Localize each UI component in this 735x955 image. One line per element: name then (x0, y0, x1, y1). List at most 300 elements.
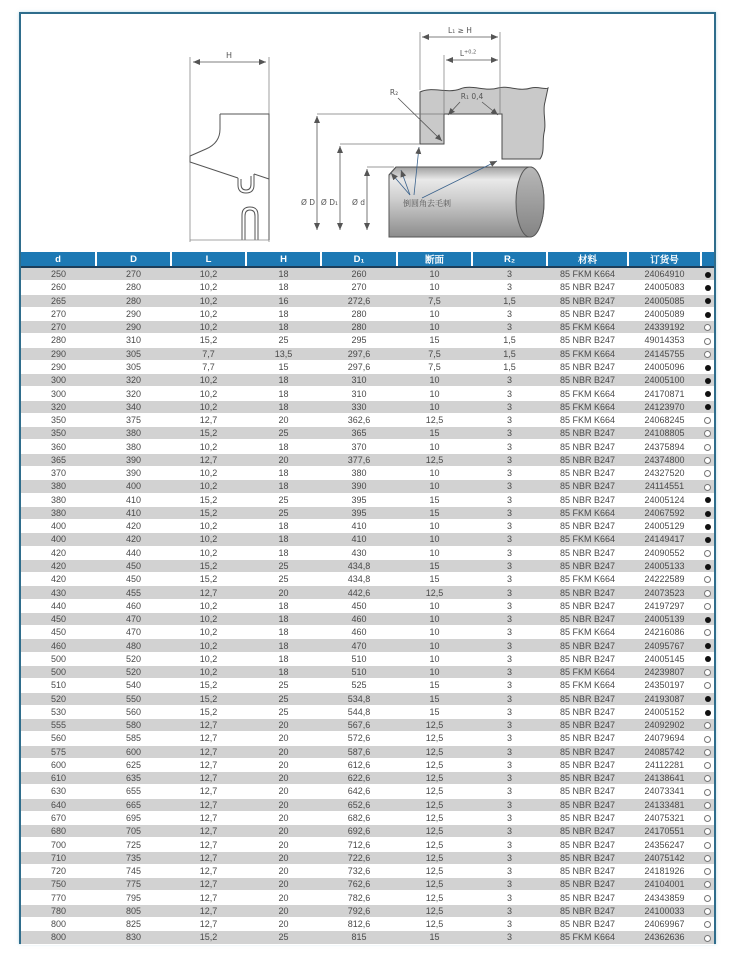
cell-material: 85 NBR B247 (559, 481, 616, 492)
cell-R2: 3 (506, 919, 512, 930)
table-row (21, 493, 714, 506)
cell-H: 25 (278, 706, 289, 717)
cell-D1: 410 (351, 534, 367, 545)
cell-availability (701, 811, 714, 824)
cell-d: 420 (50, 574, 67, 585)
cell-section: 15 (429, 680, 440, 691)
availability-dot-open (704, 470, 711, 477)
cell-availability (701, 506, 714, 519)
cell-order-no: 24075142 (644, 852, 685, 863)
cell-D1: 460 (351, 614, 367, 625)
cell-order-no: 24356247 (644, 839, 685, 850)
cell-R2: 3 (506, 441, 512, 452)
cell-material: 85 FKM K664 (559, 269, 616, 280)
cell-order-no: 24197297 (644, 600, 685, 611)
cell-availability (701, 453, 714, 466)
cell-L: 10,2 (199, 375, 218, 386)
cell-D1: 525 (351, 680, 367, 691)
cell-material: 85 NBR B247 (559, 866, 616, 877)
availability-dot-filled (705, 312, 711, 318)
cell-d: 450 (50, 627, 67, 638)
cell-R2: 3 (506, 308, 512, 319)
cell-availability (701, 719, 714, 732)
cell-R2: 3 (506, 428, 512, 439)
cell-D1: 460 (351, 627, 367, 638)
cell-H: 25 (278, 335, 289, 346)
cell-D1: 280 (351, 308, 367, 319)
cell-R2: 3 (506, 269, 512, 280)
availability-dot-open (704, 576, 711, 583)
cell-availability (701, 413, 714, 426)
availability-dot-filled (705, 617, 711, 623)
technical-diagram (21, 14, 714, 252)
cell-order-no: 24343859 (644, 892, 685, 903)
availability-dot-open (704, 802, 711, 809)
cell-D: 705 (125, 826, 142, 837)
cell-material: 85 NBR B247 (559, 295, 616, 306)
cell-material: 85 NBR B247 (559, 600, 616, 611)
cell-material: 85 NBR B247 (559, 773, 616, 784)
availability-dot-filled (705, 511, 711, 517)
cell-H: 20 (278, 866, 289, 877)
cell-order-no: 24079694 (644, 733, 685, 744)
cell-material: 85 NBR B247 (559, 521, 616, 532)
table-row (21, 599, 714, 612)
cell-availability (701, 705, 714, 718)
table-row (21, 347, 714, 360)
cell-d: 520 (50, 693, 67, 704)
cell-R2: 1,5 (503, 295, 516, 306)
cell-availability (701, 440, 714, 453)
table-row (21, 772, 714, 785)
cell-order-no: 24069967 (644, 919, 685, 930)
cell-D1: 815 (351, 932, 367, 943)
cell-D1: 260 (351, 269, 367, 280)
table-row (21, 825, 714, 838)
availability-dot-open (704, 908, 711, 915)
cell-material: 85 NBR B247 (559, 441, 616, 452)
cell-D1: 782,6 (347, 892, 371, 903)
cell-availability (701, 360, 714, 373)
cell-D1: 370 (351, 441, 367, 452)
table-row (21, 679, 714, 692)
table-row (21, 758, 714, 771)
cell-L: 10,2 (199, 640, 218, 651)
table-row (21, 798, 714, 811)
cell-D1: 712,6 (347, 839, 371, 850)
cell-H: 18 (278, 468, 289, 479)
cell-D: 540 (125, 680, 142, 691)
cell-section: 10 (429, 269, 440, 280)
cell-d: 560 (50, 733, 67, 744)
cell-H: 18 (278, 640, 289, 651)
cell-material: 85 FKM K664 (559, 574, 616, 585)
availability-dot-open (704, 762, 711, 769)
cell-D: 695 (125, 813, 142, 824)
cell-D: 455 (125, 587, 142, 598)
cell-section: 10 (429, 468, 440, 479)
cell-section: 12,5 (425, 826, 444, 837)
cell-availability (701, 652, 714, 665)
cell-section: 15 (429, 932, 440, 943)
cell-R2: 3 (506, 282, 512, 293)
table-row (21, 612, 714, 625)
cell-availability (701, 334, 714, 347)
cell-availability (701, 692, 714, 705)
cell-availability (701, 851, 714, 864)
shaft-end-face (516, 167, 544, 237)
cell-material: 85 NBR B247 (559, 468, 616, 479)
cell-section: 7,5 (428, 348, 441, 359)
availability-dot-open (704, 550, 711, 557)
cell-L: 10,2 (199, 667, 218, 678)
cell-H: 15 (278, 361, 289, 372)
cell-order-no: 24170551 (644, 826, 685, 837)
cell-order-no: 24073523 (644, 587, 685, 598)
cell-R2: 3 (506, 932, 512, 943)
availability-dot-open (704, 590, 711, 597)
cell-R2: 3 (506, 507, 512, 518)
cell-R2: 3 (506, 415, 512, 426)
cell-R2: 3 (506, 494, 512, 505)
cell-availability (701, 825, 714, 838)
cell-d: 350 (50, 415, 67, 426)
cell-d: 500 (50, 667, 67, 678)
availability-dot-open (704, 430, 711, 437)
cell-D1: 365 (351, 428, 367, 439)
cell-order-no: 24170871 (644, 388, 685, 399)
cell-section: 7,5 (428, 361, 441, 372)
cell-availability (701, 374, 714, 387)
cell-availability (701, 586, 714, 599)
cell-L: 12,7 (199, 720, 218, 731)
cell-L: 12,7 (199, 786, 218, 797)
cell-L: 12,7 (199, 415, 218, 426)
availability-dot-filled (705, 643, 711, 649)
table-row (21, 466, 714, 479)
availability-dot-open (704, 351, 711, 358)
table-row (21, 652, 714, 665)
availability-dot-filled (705, 537, 711, 543)
cell-d: 440 (50, 600, 67, 611)
table-row (21, 400, 714, 413)
table-row (21, 864, 714, 877)
cell-H: 20 (278, 773, 289, 784)
cell-d: 370 (50, 468, 67, 479)
cell-D: 290 (125, 322, 142, 333)
cell-d: 800 (50, 932, 67, 943)
cell-order-no: 24067592 (644, 507, 685, 518)
cell-availability (701, 520, 714, 533)
column-header-D1: D₁ (321, 252, 397, 267)
cell-L: 10,2 (199, 521, 218, 532)
seal-profile-figure (190, 57, 269, 242)
cell-D: 280 (125, 295, 142, 306)
cell-availability (701, 745, 714, 758)
cell-R2: 3 (506, 799, 512, 810)
cell-material: 85 NBR B247 (559, 813, 616, 824)
column-header-order-no: 订货号 (628, 252, 701, 267)
cell-material: 85 FKM K664 (559, 534, 616, 545)
cell-order-no: 24362636 (644, 932, 685, 943)
table-row (21, 838, 714, 851)
cell-D: 460 (125, 600, 142, 611)
cell-H: 20 (278, 415, 289, 426)
cell-d: 380 (50, 494, 67, 505)
cell-material: 85 FKM K664 (559, 667, 616, 678)
cell-section: 12,5 (425, 852, 444, 863)
cell-D1: 270 (351, 282, 367, 293)
table-row (21, 811, 714, 824)
cell-material: 85 NBR B247 (559, 905, 616, 916)
cell-D1: 510 (351, 653, 367, 664)
cell-D: 520 (125, 653, 142, 664)
cell-D1: 297,6 (347, 361, 371, 372)
cell-availability (701, 891, 714, 904)
cell-H: 18 (278, 322, 289, 333)
cell-D: 735 (125, 852, 142, 863)
cell-section: 12,5 (425, 759, 444, 770)
cell-order-no: 24075321 (644, 813, 685, 824)
cell-availability (701, 626, 714, 639)
availability-dot-filled (705, 696, 711, 702)
table-row (21, 785, 714, 798)
availability-dot-filled (705, 404, 711, 410)
housing-section (420, 87, 548, 159)
cell-H: 20 (278, 720, 289, 731)
cell-section: 12,5 (425, 879, 444, 890)
cell-d: 670 (50, 813, 67, 824)
availability-dot-filled (705, 272, 711, 278)
cell-availability (701, 918, 714, 931)
cell-D1: 390 (351, 481, 367, 492)
cell-H: 20 (278, 813, 289, 824)
cell-availability (701, 798, 714, 811)
availability-dot-filled (705, 391, 711, 397)
availability-dot-open (704, 881, 711, 888)
cell-D: 795 (125, 892, 142, 903)
table-row (21, 506, 714, 519)
cell-material: 85 NBR B247 (559, 693, 616, 704)
cell-order-no: 49014353 (644, 335, 685, 346)
table-row (21, 453, 714, 466)
cell-D: 270 (125, 269, 142, 280)
cell-material: 85 NBR B247 (559, 786, 616, 797)
cell-section: 15 (429, 574, 440, 585)
cell-d: 380 (50, 481, 67, 492)
cell-order-no: 24222589 (644, 574, 685, 585)
cell-R2: 3 (506, 879, 512, 890)
table-row (21, 639, 714, 652)
cell-R2: 3 (506, 468, 512, 479)
cell-order-no: 24327520 (644, 468, 685, 479)
cell-H: 25 (278, 428, 289, 439)
cell-order-no: 24005124 (644, 494, 685, 505)
cell-D: 635 (125, 773, 142, 784)
cell-L: 10,2 (199, 547, 218, 558)
cell-order-no: 24339192 (644, 322, 685, 333)
cell-d: 280 (50, 335, 67, 346)
cell-D1: 362,6 (347, 415, 371, 426)
availability-dot-open (704, 775, 711, 782)
cell-material: 85 FKM K664 (559, 507, 616, 518)
cell-L: 10,2 (199, 481, 218, 492)
cell-material: 85 FKM K664 (559, 348, 616, 359)
cell-section: 10 (429, 600, 440, 611)
cell-D1: 722,6 (347, 852, 371, 863)
table-row (21, 559, 714, 572)
cell-R2: 1,5 (503, 361, 516, 372)
cell-D: 665 (125, 799, 142, 810)
cell-D: 450 (125, 574, 142, 585)
cell-d: 365 (50, 454, 67, 465)
cell-order-no: 24005085 (644, 295, 685, 306)
cell-availability (701, 758, 714, 771)
cell-D: 340 (125, 401, 142, 412)
table-row (21, 878, 714, 891)
cell-section: 15 (429, 706, 440, 717)
cell-D1: 330 (351, 401, 367, 412)
column-header-L: L (171, 252, 246, 267)
cell-R2: 3 (506, 587, 512, 598)
availability-dot-filled (705, 497, 711, 503)
cell-R2: 3 (506, 733, 512, 744)
cell-section: 12,5 (425, 799, 444, 810)
cell-availability (701, 347, 714, 360)
cell-R2: 3 (506, 401, 512, 412)
table-header (21, 252, 714, 267)
cell-H: 20 (278, 746, 289, 757)
cell-section: 12,5 (425, 746, 444, 757)
cell-order-no: 24375894 (644, 441, 685, 452)
column-header-D: D (96, 252, 171, 267)
cell-H: 20 (278, 587, 289, 598)
cell-L: 10,2 (199, 627, 218, 638)
cell-R2: 3 (506, 614, 512, 625)
cell-material: 85 NBR B247 (559, 653, 616, 664)
cell-order-no: 24149417 (644, 534, 685, 545)
cell-d: 600 (50, 759, 67, 770)
cell-d: 610 (50, 773, 67, 784)
cell-d: 555 (50, 720, 67, 731)
table-row (21, 294, 714, 307)
cell-availability (701, 612, 714, 625)
availability-dot-open (704, 444, 711, 451)
cell-D: 410 (125, 494, 142, 505)
cell-D1: 762,6 (347, 879, 371, 890)
column-header-section: 断面 (397, 252, 472, 267)
cell-D1: 792,6 (347, 905, 371, 916)
cell-D: 480 (125, 640, 142, 651)
cell-availability (701, 732, 714, 745)
cell-availability (701, 785, 714, 798)
cell-L: 12,7 (199, 773, 218, 784)
cell-D: 380 (125, 441, 142, 452)
cell-D: 585 (125, 733, 142, 744)
cell-R2: 1,5 (503, 348, 516, 359)
cell-H: 20 (278, 892, 289, 903)
cell-order-no: 24068245 (644, 415, 685, 426)
cell-material: 85 NBR B247 (559, 919, 616, 930)
cell-H: 25 (278, 574, 289, 585)
availability-dot-filled (705, 365, 711, 371)
cell-H: 13,5 (274, 348, 293, 359)
cell-L: 12,7 (199, 799, 218, 810)
l1-dimension-label: L₁ ≥ H (448, 26, 472, 35)
cell-order-no: 24073341 (644, 786, 685, 797)
cell-section: 12,5 (425, 786, 444, 797)
cell-R2: 3 (506, 574, 512, 585)
cell-order-no: 24138641 (644, 773, 685, 784)
table-row (21, 851, 714, 864)
cell-order-no: 24239807 (644, 667, 685, 678)
cell-section: 12,5 (425, 905, 444, 916)
cell-availability (701, 573, 714, 586)
cell-material: 85 NBR B247 (559, 733, 616, 744)
table-body (21, 267, 714, 944)
availability-dot-open (704, 338, 711, 345)
cell-d: 710 (50, 852, 67, 863)
cell-material: 85 NBR B247 (559, 706, 616, 717)
cell-L: 12,7 (199, 879, 218, 890)
availability-dot-filled (705, 656, 711, 662)
cell-D1: 642,6 (347, 786, 371, 797)
cell-L: 10,2 (199, 441, 218, 452)
cell-D: 390 (125, 454, 142, 465)
table-row (21, 546, 714, 559)
availability-dot-open (704, 921, 711, 928)
cell-D: 305 (125, 361, 142, 372)
cell-L: 12,7 (199, 839, 218, 850)
page-frame (19, 12, 716, 944)
cell-d: 265 (50, 295, 67, 306)
cell-R2: 3 (506, 786, 512, 797)
availability-dot-open (704, 789, 711, 796)
cell-d: 750 (50, 879, 67, 890)
cell-order-no: 24005152 (644, 706, 685, 717)
cell-D: 310 (125, 335, 142, 346)
cell-D1: 295 (351, 335, 367, 346)
cell-H: 20 (278, 454, 289, 465)
cell-availability (701, 267, 714, 281)
column-header-availability (701, 252, 714, 267)
table-row (21, 374, 714, 387)
cell-L: 10,2 (199, 322, 218, 333)
availability-dot-filled (705, 298, 711, 304)
table-row (21, 891, 714, 904)
cell-D1: 272,6 (347, 295, 371, 306)
cell-D: 580 (125, 720, 142, 731)
table-row (21, 931, 714, 944)
table-row (21, 321, 714, 334)
cell-L: 15,2 (199, 680, 218, 691)
cell-order-no: 24005089 (644, 308, 685, 319)
spec-table (21, 252, 714, 945)
cell-d: 270 (50, 322, 67, 333)
cell-section: 10 (429, 614, 440, 625)
cell-R2: 3 (506, 547, 512, 558)
cell-order-no: 24181926 (644, 866, 685, 877)
cell-order-no: 24085742 (644, 746, 685, 757)
availability-dot-open (704, 682, 711, 689)
cell-L: 7,7 (202, 348, 215, 359)
cell-D1: 682,6 (347, 813, 371, 824)
cell-D: 805 (125, 905, 142, 916)
table-row (21, 692, 714, 705)
cell-L: 12,7 (199, 759, 218, 770)
cell-d: 640 (50, 799, 67, 810)
cell-order-no: 24095767 (644, 640, 685, 651)
